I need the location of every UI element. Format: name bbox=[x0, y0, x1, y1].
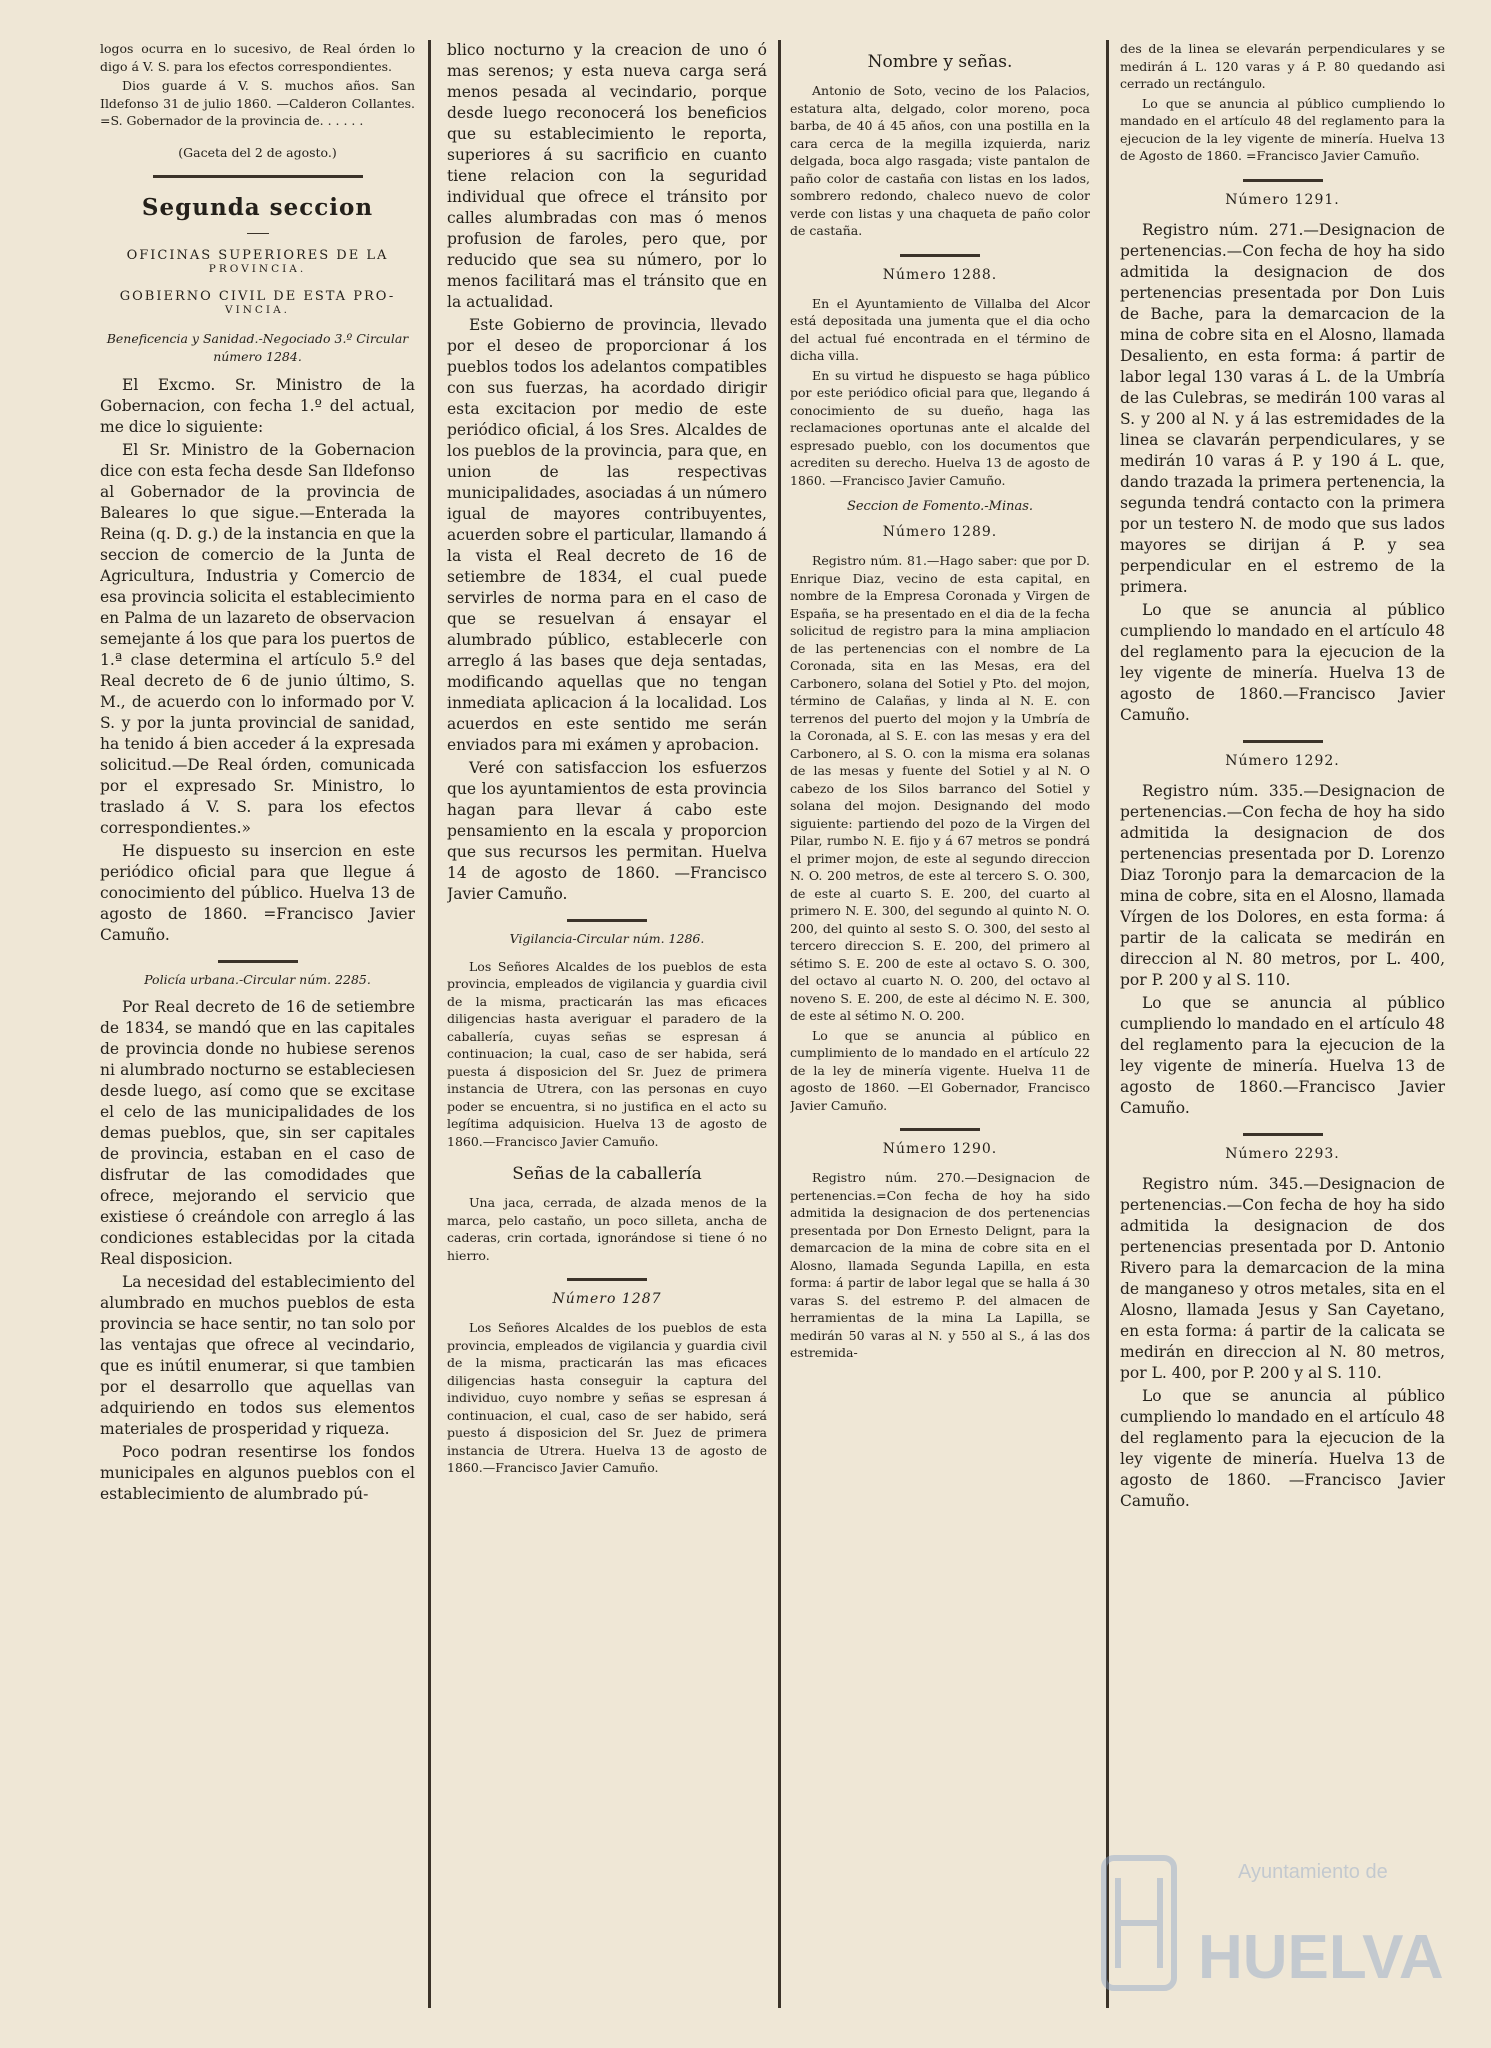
paragraph: Lo que se anuncia al público cumpliendo lo mandado en el artículo 48 del reglamento para la ejecucion de la ley vigente de minería. Huelva 13 de agosto de 1860. —Francisco Javier Camuño. bbox=[1120, 1386, 1445, 1510]
column-rule bbox=[1106, 40, 1109, 2008]
number-heading: Número 1289. bbox=[882, 524, 998, 540]
divider bbox=[218, 960, 298, 963]
number-heading: Número 1290. bbox=[882, 1141, 998, 1157]
number-heading: Número 1292. bbox=[1225, 752, 1340, 769]
divider bbox=[567, 919, 647, 922]
watermark-logo bbox=[1098, 1838, 1458, 2018]
paragraph: Lo que se anuncia al público cumpliendo lo mandado en el artículo 48 del reglamento para la ejecucion de la ley vigente de minería. Huelva 13 de agosto de 1860.—Francisco Javier Camuño. bbox=[1120, 993, 1445, 1117]
paragraph: Este Gobierno de provincia, llevado por el deseo de proporcionar á los pueblos todos los adelantos compatibles con sus fuerzas, ha acordado dirigir esta excitacion por medio de este periódico oficial, á los Sres. Alcaldes de los pueblos de la provincia, para que, en union de las respectivas municipalidades, asociadas á un número igual de mayores contribuyentes, acuerden sobre el particular, llamando á la vista el Real decreto de 16 de setiembre de 1834, el cual puede servirles de norma para en el caso de que se resuelvan á ensayar el alumbrado público, establecerle con arreglo á las bases que deja sentadas, modificando aquellas que no tengan inmediata aplicacion á la localidad. Los acuerdos en este sentido me serán enviados para mi exámen y aprobacion. bbox=[447, 316, 767, 754]
section-heading: Seccion de Fomento.-Minas. bbox=[846, 499, 1034, 514]
section-heading: Nombre y señas. bbox=[867, 52, 1013, 72]
number-heading: Número 1291. bbox=[1225, 191, 1340, 208]
paragraph: Registro núm. 335.—Designacion de pertenencias.—Con fecha de hoy ha sido admitida la designacion de dos pertenencias presentada por D. Lorenzo Diaz Toronjo para la demarcacion de la mina de cobre, sita en el Alosno, llamada Vírgen de los Dolores, en esta forma: á partir de la calicata se medirán en direccion al N. 80 metros, por L. 400, por P. 200 y al S. 110. bbox=[1120, 781, 1445, 989]
paragraph: En su virtud he dispuesto se haga público por este periódico oficial para que, llegando á conocimiento de su dueño, haga las reclamaciones oportunas ante el alcalde del espresado pueblo, con los documentos que acrediten su derecho. Huelva 13 de agosto de 1860. —Francisco Javier Camuño. bbox=[790, 367, 1090, 488]
number-heading: Número 1287 bbox=[552, 1291, 662, 1307]
circular-heading: Vigilancia-Circular núm. 1286. bbox=[509, 931, 705, 946]
number-heading: Número 2293. bbox=[1225, 1145, 1340, 1162]
number-heading: Número 1288. bbox=[882, 266, 998, 283]
paragraph: Poco podran resentirse los fondos municipales en algunos pueblos con el establecimiento de alumbrado pú- bbox=[100, 1442, 415, 1503]
column-3 bbox=[790, 40, 1090, 1978]
paragraph: Una jaca, cerrada, de alzada menos de la marca, pelo castaño, un poco silleta, ancha de caderas, crin cortada, ignorándose si tiene ó no hierro. bbox=[447, 1195, 767, 1263]
paragraph: Registro núm. 271.—Designacion de pertenencias.—Con fecha de hoy ha sido admitida la designacion de dos pertenencias presentada por Don Luis de Bache, para la demarcacion de la mina de cobre sita en el Alosno, llamada Desaliento, en esta forma: á partir de labor legal 130 varas á L. de la Umbría de las Culebras, se medirán 100 varas al S. y 200 al N. y á las estremidades de la linea se clavarán perpendiculares, y se medirán 10 varas á P. y 190 á L. que, dando trazada la primera pertenencia, la segunda tendrá contacto con la primera por un testero N. de modo que sus lados mayores se dirijan á P. y sea perpendicular en el estremo de la primera. bbox=[1120, 220, 1445, 596]
circular-heading: Policía urbana.-Circular núm. 2285. bbox=[144, 972, 371, 987]
paragraph: Antonio de Soto, vecino de los Palacios, estatura alta, delgado, color moreno, poca barba, de 40 á 45 años, con una postilla en la cara cerca de la megilla izquierda, nariz delgada, boca algo rasgada; viste pantalon de paño color de castaña con listas en los lados, sombrero redondo, chaleco nuevo de color verde con listas y una chaqueta de paño color de castaña. bbox=[790, 83, 1090, 238]
paragraph: Los Señores Alcaldes de los pueblos de esta provincia, empleados de vigilancia y guardia civil de la misma, practicarán las mas eficaces diligencias hasta averiguar el paradero de la caballería, cuyas señas se espresan á continuacion; la cual, caso de ser habida, será puesta á disposicion del Sr. Juez de primera instancia de Utrera, con las personas en cuyo poder se encuentra, si no justifica en el acto su legítima adquisicion. Huelva 13 de agosto de 1860.—Francisco Javier Camuño. bbox=[447, 958, 767, 1149]
column-4 bbox=[1120, 40, 1445, 1978]
column-1 bbox=[100, 40, 415, 1978]
divider bbox=[1243, 179, 1323, 182]
column-2 bbox=[447, 40, 767, 1978]
paragraph: Registro núm. 270.—Designacion de pertenencias.=Con fecha de hoy ha sido admitida la designacion de dos pertenencias presentada por Don Ernesto Delignt, para la demarcacion de la mina de cobre sita en el Alosno, llamada Segunda Lapilla, en esta forma: á partir de labor legal que se halla á 30 varas S. del estremo P. del almacen de herramientas de la mina La Lapilla, se medirán 50 varas al N. y 550 al S., á las dos estremida- bbox=[790, 1170, 1090, 1360]
divider bbox=[900, 254, 980, 257]
gov-subheading: VINCIA. bbox=[224, 304, 291, 316]
section-title: Segunda seccion bbox=[141, 194, 374, 221]
paragraph: des de la linea se elevarán perpendiculares y se medirán á L. 120 varas y á P. 80 quedando asi cerrado un rectángulo. bbox=[1120, 41, 1445, 91]
divider bbox=[1243, 740, 1323, 743]
paragraph: La necesidad del establecimiento del alumbrado en muchos pueblos de esta provincia se hace sentir, no tan solo por las ventajas que ofrece al vecindario, que es inútil enumerar, si que tambien por el desarrollo que aquellas van adquiriendo en todos sus elementos materiales de prosperidad y riqueza. bbox=[100, 1272, 415, 1438]
paragraph: Los Señores Alcaldes de los pueblos de esta provincia, empleados de vigilancia y guardia civil de la misma, practicarán las mas eficaces diligencias hasta conseguir la captura del individuo, cuyo nombre y señas se espresan á continuacion, el cual, caso de ser habido, será puesto á disposicion del Sr. Juez de primera instancia de Utrera. Huelva 13 de agosto de 1860.—Francisco Javier Camuño. bbox=[447, 1320, 767, 1475]
paragraph: El Sr. Ministro de la Gobernacion dice con esta fecha desde San Ildefonso al Gobernador de la provincia de Baleares lo que sigue.—Enterada la Reina (q. D. g.) de la instancia en que la seccion de comercio de la Junta de Agricultura, Industria y Comercio de esa provincia solicita el establecimiento en Palma de un lazareto de observacion semejante á los que para los puertos de 1.ª clase determina el artículo 5.º del Real decreto de 6 de junio último, S. M., de acuerdo con lo informado por V. S. y por la junta provincial de sanidad, ha tenido á bien acceder á la expresada solicitud.—De Real órden, comunicada por el expresado Sr. Ministro, lo traslado á V. S. para los efectos correspondientes.» bbox=[100, 441, 415, 837]
paragraph: Dios guarde á V. S. muchos años. San Ildefonso 31 de julio 1860. —Calderon Collantes. =S. Gobernador de la provincia de. . . . . . bbox=[100, 78, 415, 128]
paragraph: blico nocturno y la creacion de uno ó mas serenos; y esta nueva carga será menos pesada al vecindario, porque desde luego reconocerá los beneficios que su establecimiento le reporta, superiores á su sacrificio en cuanto tiene relacion con la seguridad individual que ofrece el tránsito por calles alumbradas con mas ó menos profusion de faroles, pero que, por reducido que sea su número, por lo menos facilitará mas el tránsito que en la actualidad. bbox=[447, 41, 767, 311]
paragraph: logos ocurra en lo sucesivo, de Real órden lo digo á V. S. para los efectos correspondientes. bbox=[100, 41, 415, 74]
paragraph: El Excmo. Sr. Ministro de la Gobernacion, con fecha 1.º del actual, me dice lo siguiente: bbox=[100, 376, 415, 436]
section-heading: Señas de la caballería bbox=[512, 1164, 702, 1184]
office-heading: OFICINAS SUPERIORES DE LA bbox=[126, 248, 389, 263]
column-rule bbox=[778, 40, 781, 2008]
paragraph: Veré con satisfaccion los esfuerzos que los ayuntamientos de esta provincia hagan para llevar á cabo este pensamiento en la escala y proporcion que sus recursos les permitan. Huelva 14 de agosto de 1860. —Francisco Javier Camuño. bbox=[447, 759, 767, 903]
divider bbox=[567, 1278, 647, 1281]
paragraph: Por Real decreto de 16 de setiembre de 1834, se mandó que en las capitales de provincia donde no hubiese serenos ni alumbrado nocturno se estableciesen desde luego, así como que se excitase el celo de las municipalidades de los demas pueblos, que, sin ser capitales de provincia, estaban en el caso de disfrutar de las comodidades que ofrece, mejorando el servicio que existiese ó creándole con arreglo á las condiciones establecidas por la citada Real disposicion. bbox=[100, 997, 415, 1268]
divider bbox=[247, 233, 269, 234]
circular-heading: Beneficencia y Sanidad.-Negociado 3.º Circular número 1284. bbox=[106, 331, 409, 364]
paragraph: He dispuesto su insercion en este periódico oficial para que llegue á conocimiento del público. Huelva 13 de agosto de 1860. =Francisco Javier Camuño. bbox=[100, 842, 415, 944]
paragraph: Registro núm. 81.—Hago saber: que por D. Enrique Diaz, vecino de esta capital, en nombre de la Empresa Coronada y Virgen de España, se ha presentado en el dia de la fecha solicitud de registro para la mina ampliacion de las pertenencias con el nombre de La Coronada, sita en las Mesas, era del Carbonero, solana del Sotiel y Pto. del mojon, término de Calañas, y linda al N. E. con terrenos del puerto del mojon y la Umbría de la Coronada, al S. E. con las mesas y era del Carbonero, al S. O. con la misma era solanas de las mesas y fuente del Sotiel y al N. O cabezo de los Silos barranco del Sotiel y solana del mojon. Designando del modo siguiente: partiendo del pozo de la Virgen del Pilar, rumbo N. E. fijo y á 67 metros se pondrá el primer mojon, de este al segundo direccion N. O. 200 metros, de este al tercero S. O. 300, de este al cuarto S. E. 200, del cuarto al primero N. E. 300, del segundo al quinto N. O. 200, del quinto al sesto S. O. 300, del sesto al tercero direccion S. E. 200, del primero al sétimo S. E. 200 de este al octavo S. O. 300, del octavo al cuarto N. O. 200, del octavo al noveno S. E. 200, de este al décimo N. E. 300, de este al sétimo N. O. 200. bbox=[790, 553, 1090, 1023]
column-rule bbox=[428, 40, 431, 2008]
shield-icon bbox=[1098, 1838, 1458, 2018]
paragraph: Registro núm. 345.—Designacion de pertenencias.—Con fecha de hoy ha sido admitida la designacion de dos pertenencias presentada por D. Antonio Rivero para la demarcacion de la mina de manganeso y otros metales, sita en el Alosno, llamada Jesus y San Cayetano, en esta forma: á partir de la calicata se medirán en direccion al N. 80 metros, por L. 400, por P. 200 y al S. 110. bbox=[1120, 1174, 1445, 1382]
divider bbox=[153, 175, 363, 178]
watermark-line1: Ayuntamiento de bbox=[1238, 1861, 1388, 1883]
office-subheading: PROVINCIA. bbox=[208, 263, 307, 275]
paragraph: En el Ayuntamiento de Villalba del Alcor está depositada una jumenta que el dia ocho del actual fué encontrada en el término de dicha villa. bbox=[790, 295, 1090, 363]
paragraph: Lo que se anuncia al público cumpliendo lo mandado en el artículo 48 del reglamento para la ejecucion de la ley vigente de minería. Huelva 13 de agosto de 1860.—Francisco Javier Camuño. bbox=[1120, 600, 1445, 724]
gazette-note: (Gaceta del 2 de agosto.) bbox=[178, 144, 337, 160]
gov-heading: GOBIERNO CIVIL DE ESTA PRO- bbox=[119, 289, 396, 304]
divider bbox=[1243, 1133, 1323, 1136]
paragraph: Lo que se anuncia al público cumpliendo lo mandado en el artículo 48 del reglamento para la ejecucion de la ley vigente de minería. Huelva 13 de Agosto de 1860. =Francisco Javier Camuño. bbox=[1120, 95, 1445, 163]
watermark-line2: HUELVA bbox=[1198, 1923, 1444, 1992]
paragraph: Lo que se anuncia al público en cumplimiento de lo mandado en el artículo 22 de la ley de minería vigente. Huelva 11 de agosto de 1860. —El Gobernador, Francisco Javier Camuño. bbox=[790, 1027, 1090, 1113]
divider bbox=[900, 1128, 980, 1131]
